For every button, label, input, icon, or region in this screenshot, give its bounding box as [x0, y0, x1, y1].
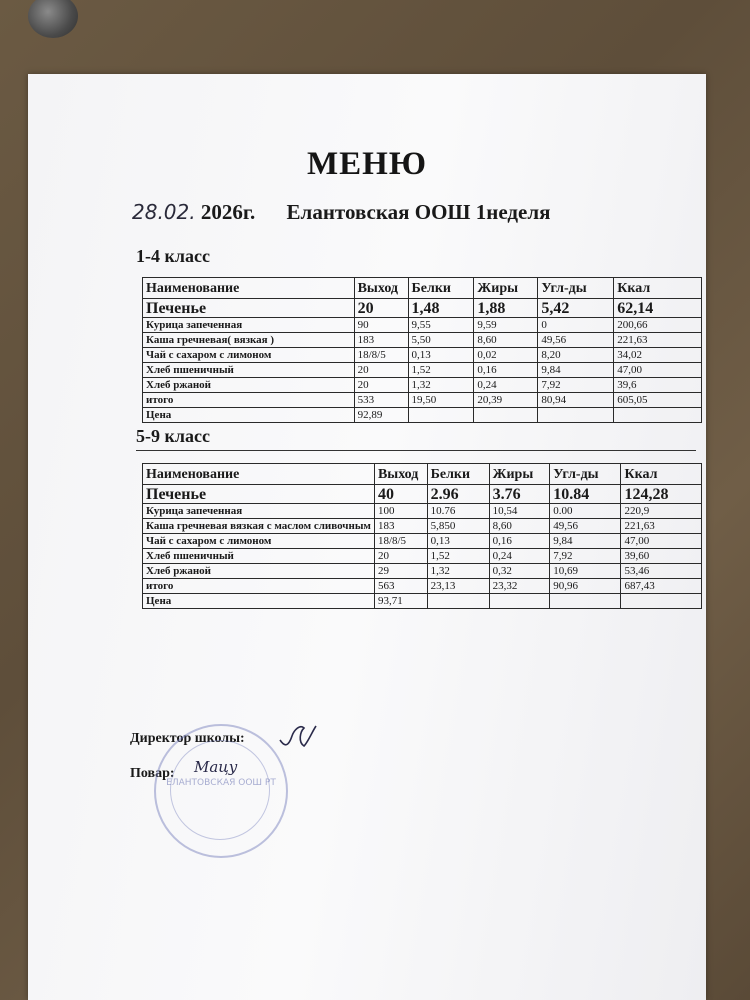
- value-cell: [489, 594, 550, 609]
- value-cell: 0,02: [474, 348, 538, 363]
- push-pin: [28, 0, 78, 38]
- value-cell: 563: [374, 579, 427, 594]
- value-cell: 0,16: [474, 363, 538, 378]
- value-cell: 5,50: [408, 333, 474, 348]
- value-cell: 5,42: [538, 299, 614, 318]
- value-cell: 687,43: [621, 579, 702, 594]
- column-header: Угл-ды: [550, 464, 621, 485]
- value-cell: 19,50: [408, 393, 474, 408]
- value-cell: 183: [374, 519, 427, 534]
- value-cell: 183: [354, 333, 408, 348]
- column-header: Жиры: [474, 278, 538, 299]
- value-cell: [474, 408, 538, 423]
- value-cell: 49,56: [538, 333, 614, 348]
- value-cell: 80,94: [538, 393, 614, 408]
- value-cell: 39,60: [621, 549, 702, 564]
- value-cell: [550, 594, 621, 609]
- value-cell: 92,89: [354, 408, 408, 423]
- value-cell: 40: [374, 485, 427, 504]
- director-label: Директор школы:: [130, 731, 245, 746]
- column-header: Ккал: [621, 464, 702, 485]
- dish-name-cell: Чай с сахаром с лимоном: [143, 534, 375, 549]
- value-cell: 93,71: [374, 594, 427, 609]
- table-row: [143, 348, 702, 363]
- table-row: [143, 333, 702, 348]
- value-cell: 18/8/5: [374, 534, 427, 549]
- value-cell: 62,14: [614, 299, 702, 318]
- value-cell: 10,54: [489, 504, 550, 519]
- dish-name-cell: Каша гречневая вязкая с маслом сливочным: [143, 519, 375, 534]
- value-cell: 20: [354, 363, 408, 378]
- value-cell: 9,84: [538, 363, 614, 378]
- value-cell: 0: [538, 318, 614, 333]
- value-cell: 9,84: [550, 534, 621, 549]
- dish-name-cell: Хлеб пшеничный: [143, 363, 355, 378]
- stamp-text: ЕЛАНТОВСКАЯ ООШ РТ: [166, 778, 276, 788]
- value-cell: 20,39: [474, 393, 538, 408]
- value-cell: 10,69: [550, 564, 621, 579]
- value-cell: [614, 408, 702, 423]
- table-row: [143, 363, 702, 378]
- value-cell: 47,00: [614, 363, 702, 378]
- dish-name-cell: Цена: [143, 594, 375, 609]
- column-header: Наименование: [143, 278, 355, 299]
- value-cell: 23,13: [427, 579, 489, 594]
- value-cell: [538, 408, 614, 423]
- dish-name-cell: Хлеб пшеничный: [143, 549, 375, 564]
- date-year: 2026г.: [200, 200, 256, 224]
- table-row: [143, 393, 702, 408]
- school-name: Елантовская ООШ 1неделя: [286, 200, 551, 224]
- table-row: [143, 519, 702, 534]
- value-cell: 0.00: [550, 504, 621, 519]
- dish-name-cell: Курица запеченная: [143, 318, 355, 333]
- column-header: Угл-ды: [538, 278, 614, 299]
- column-header: Белки: [408, 278, 474, 299]
- dish-name-cell: Курица запеченная: [143, 504, 375, 519]
- dish-name-cell: Хлеб ржаной: [143, 378, 355, 393]
- value-cell: 9,55: [408, 318, 474, 333]
- value-cell: 8,60: [489, 519, 550, 534]
- value-cell: 5,850: [427, 519, 489, 534]
- dish-name-cell: Печенье: [143, 299, 355, 318]
- value-cell: 2.96: [427, 485, 489, 504]
- director-signature-icon: [274, 722, 320, 752]
- table-row: [143, 534, 702, 549]
- value-cell: 1,48: [408, 299, 474, 318]
- value-cell: 39,6: [614, 378, 702, 393]
- dish-name-cell: Каша гречневая( вязкая ): [143, 333, 355, 348]
- value-cell: 8,60: [474, 333, 538, 348]
- value-cell: 20: [374, 549, 427, 564]
- value-cell: 220,9: [621, 504, 702, 519]
- value-cell: [408, 408, 474, 423]
- column-header: Белки: [427, 464, 489, 485]
- page-title: МЕНЮ: [307, 146, 427, 182]
- value-cell: 3.76: [489, 485, 550, 504]
- value-cell: 8,20: [538, 348, 614, 363]
- value-cell: 1,52: [427, 549, 489, 564]
- dish-name-cell: итого: [143, 579, 375, 594]
- table-row: [143, 594, 702, 609]
- value-cell: 221,63: [614, 333, 702, 348]
- menu-table-5-9: [142, 463, 702, 609]
- column-header: Жиры: [489, 464, 550, 485]
- column-header: Выход: [354, 278, 408, 299]
- value-cell: 533: [354, 393, 408, 408]
- value-cell: 29: [374, 564, 427, 579]
- value-cell: 0,24: [489, 549, 550, 564]
- table-row: [143, 504, 702, 519]
- section-label-1-4: 1-4 класс: [136, 246, 210, 266]
- table-row: [143, 408, 702, 423]
- value-cell: 0,32: [489, 564, 550, 579]
- dish-name-cell: Хлеб ржаной: [143, 564, 375, 579]
- school-stamp: [154, 724, 288, 858]
- value-cell: 7,92: [538, 378, 614, 393]
- dish-name-cell: Цена: [143, 408, 355, 423]
- table-row: [143, 564, 702, 579]
- date-line: [132, 200, 550, 225]
- dish-name-cell: Печенье: [143, 485, 375, 504]
- value-cell: 221,63: [621, 519, 702, 534]
- menu-table-1-4: [142, 277, 702, 423]
- value-cell: 90,96: [550, 579, 621, 594]
- value-cell: 20: [354, 299, 408, 318]
- value-cell: 0,13: [427, 534, 489, 549]
- table-row: [143, 579, 702, 594]
- value-cell: 605,05: [614, 393, 702, 408]
- value-cell: 0,13: [408, 348, 474, 363]
- value-cell: 0,24: [474, 378, 538, 393]
- value-cell: 49,56: [550, 519, 621, 534]
- section-divider: [136, 450, 696, 451]
- value-cell: 1,88: [474, 299, 538, 318]
- value-cell: 47,00: [621, 534, 702, 549]
- section-label-5-9: 5-9 класс: [136, 426, 210, 446]
- column-header: Ккал: [614, 278, 702, 299]
- table-row: [143, 378, 702, 393]
- value-cell: 23,32: [489, 579, 550, 594]
- value-cell: 1,32: [408, 378, 474, 393]
- cook-label: Повар:: [130, 766, 175, 781]
- value-cell: [427, 594, 489, 609]
- table-row: [143, 318, 702, 333]
- table-header-row: [143, 278, 702, 299]
- handwritten-date: 28.02.: [132, 200, 196, 224]
- value-cell: 100: [374, 504, 427, 519]
- table-row: [143, 299, 702, 318]
- table-row: [143, 549, 702, 564]
- cook-signature: Мацу: [194, 758, 238, 776]
- value-cell: 1,52: [408, 363, 474, 378]
- table-row: [143, 485, 702, 504]
- value-cell: 1,32: [427, 564, 489, 579]
- value-cell: 90: [354, 318, 408, 333]
- column-header: Наименование: [143, 464, 375, 485]
- value-cell: 20: [354, 378, 408, 393]
- value-cell: 18/8/5: [354, 348, 408, 363]
- value-cell: 9,59: [474, 318, 538, 333]
- value-cell: 34,02: [614, 348, 702, 363]
- table-header-row: [143, 464, 702, 485]
- value-cell: 7,92: [550, 549, 621, 564]
- value-cell: 10.76: [427, 504, 489, 519]
- value-cell: 124,28: [621, 485, 702, 504]
- value-cell: 0,16: [489, 534, 550, 549]
- column-header: Выход: [374, 464, 427, 485]
- value-cell: 10.84: [550, 485, 621, 504]
- value-cell: 200,66: [614, 318, 702, 333]
- dish-name-cell: итого: [143, 393, 355, 408]
- value-cell: [621, 594, 702, 609]
- dish-name-cell: Чай с сахаром с лимоном: [143, 348, 355, 363]
- menu-sheet: [28, 74, 706, 1000]
- value-cell: 53,46: [621, 564, 702, 579]
